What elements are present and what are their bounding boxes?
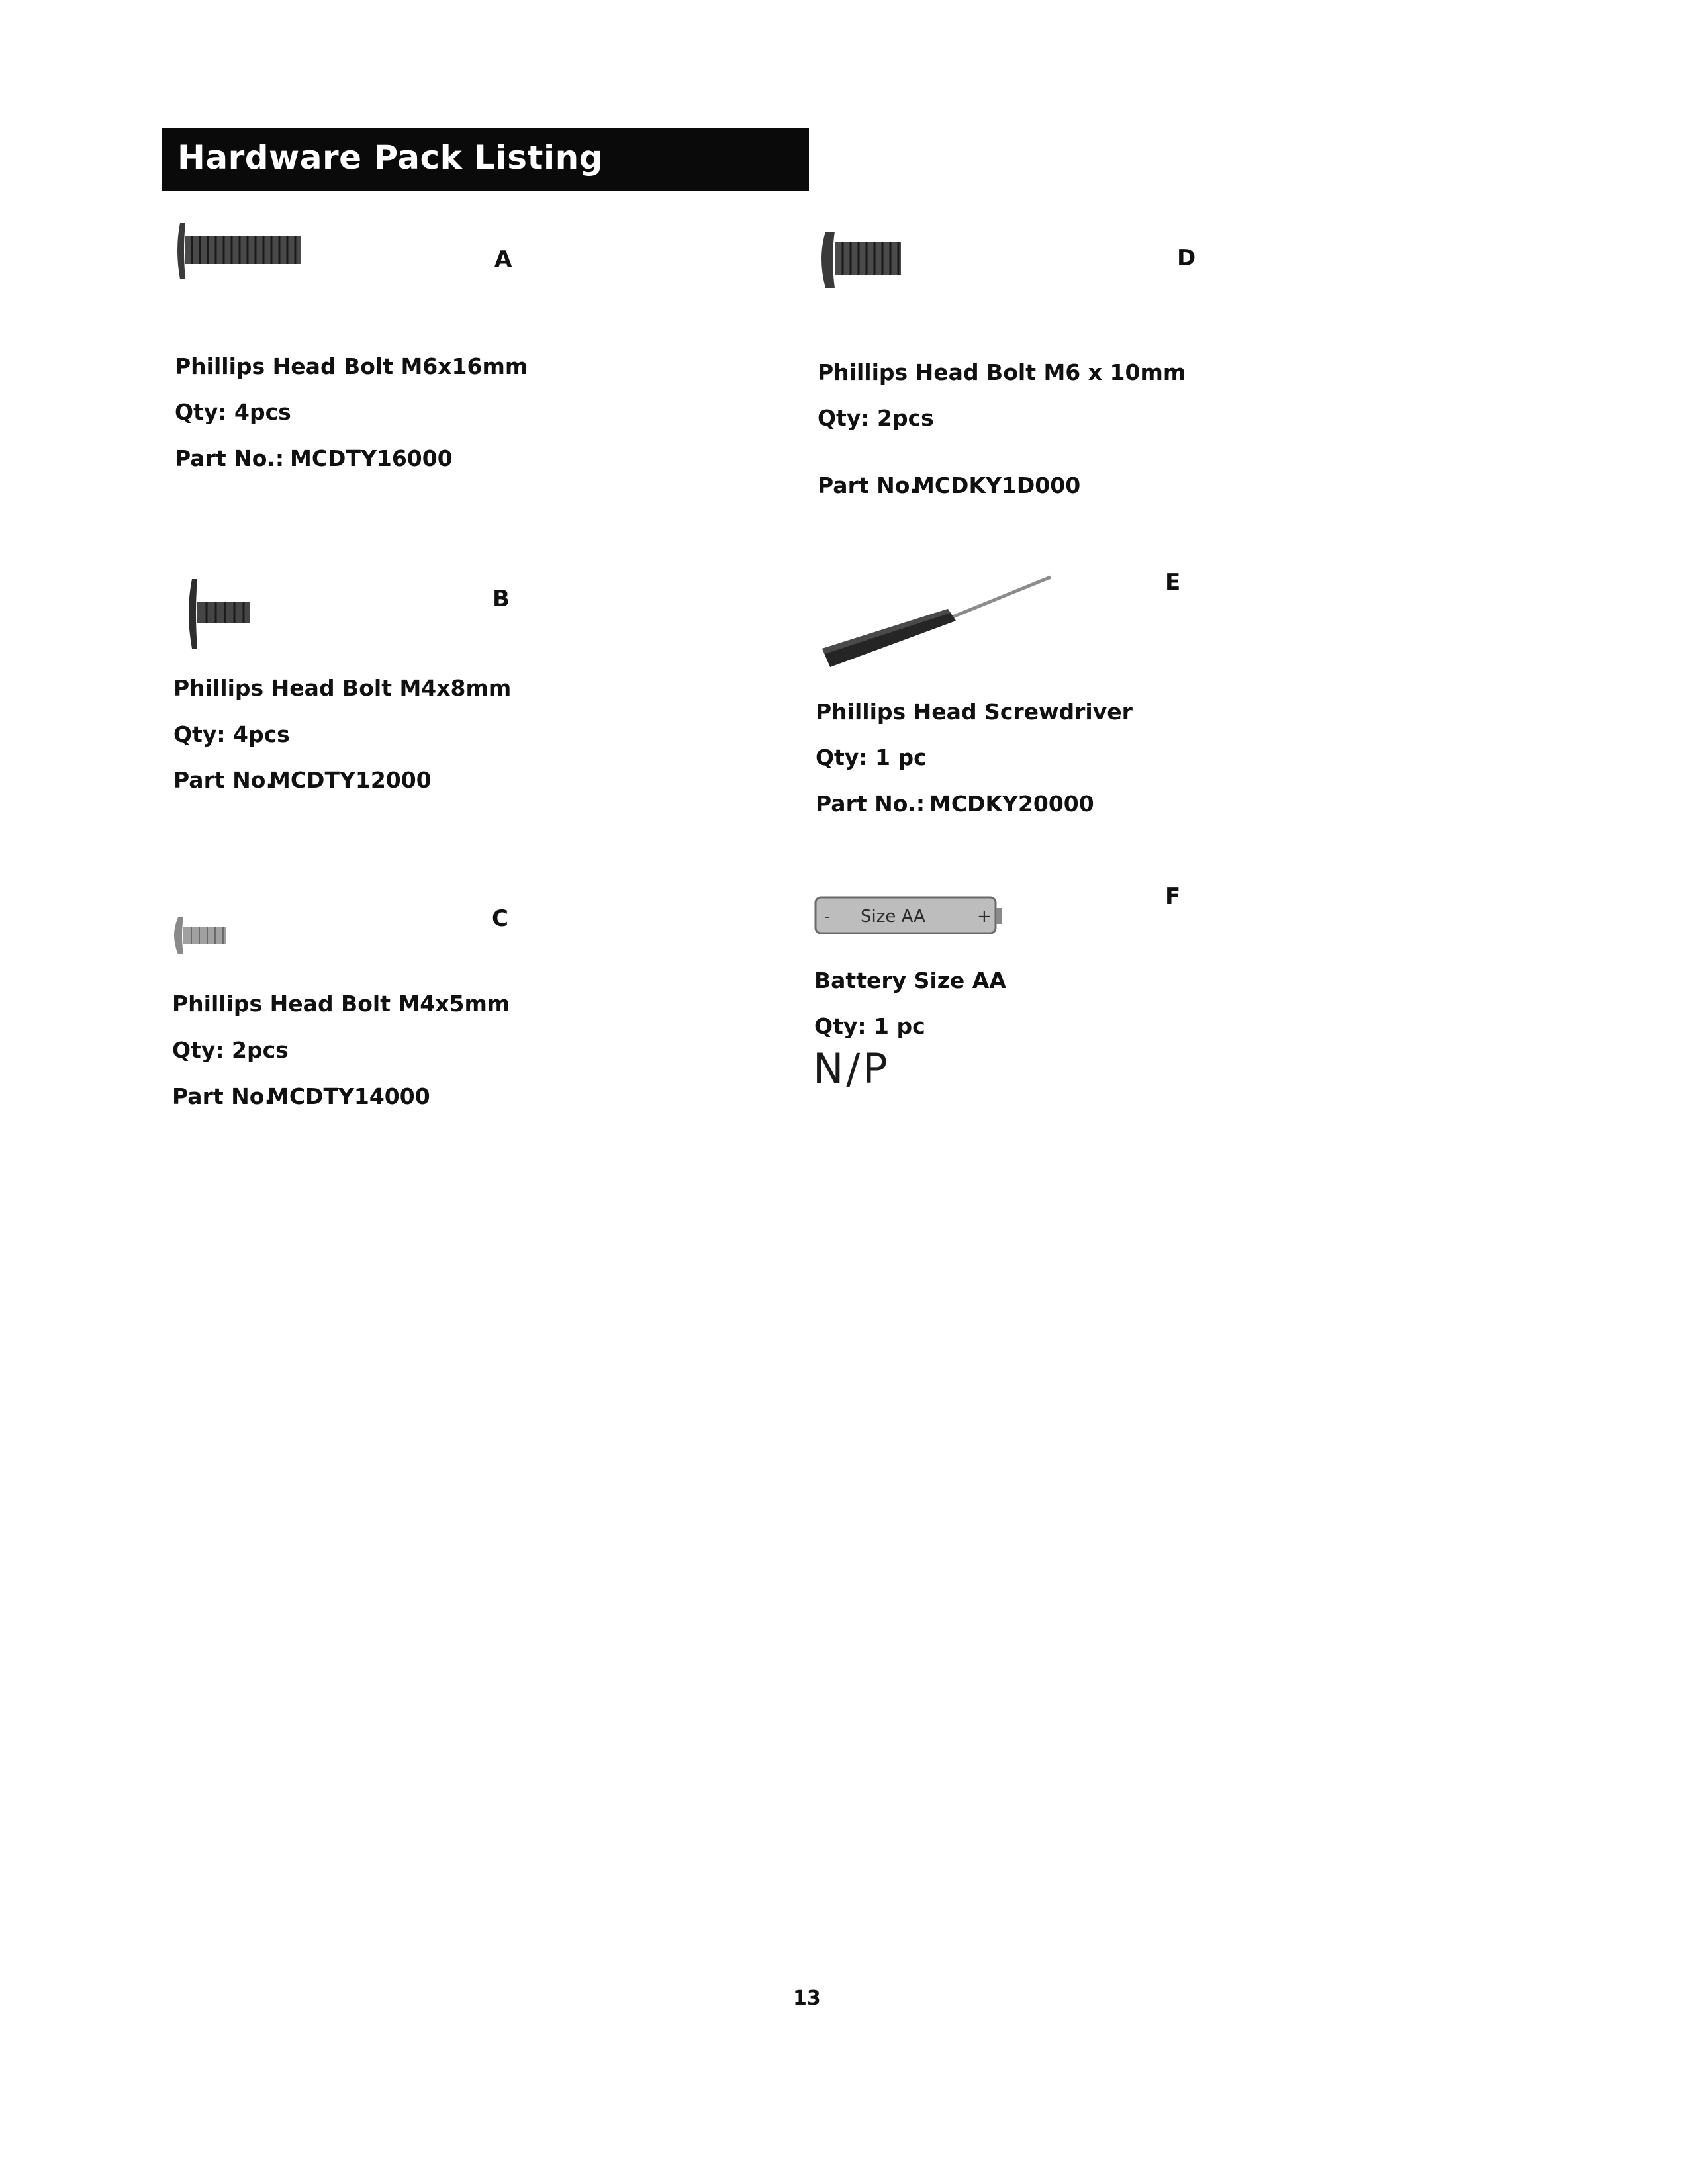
bolt-icon — [818, 218, 910, 298]
bolt-icon — [173, 213, 312, 286]
item-name: Phillips Head Bolt M6 x 10mm — [818, 359, 1186, 385]
item-part-number: MCDKY1D000 — [913, 473, 1081, 498]
item-part-label: Part No.: — [816, 791, 925, 817]
item-letter: E — [1165, 569, 1181, 596]
item-part-number: MCDKY20000 — [929, 791, 1094, 817]
item-qty: Qty: 4pcs — [175, 399, 291, 425]
bolt-icon — [173, 576, 259, 655]
item-part-label: Part No. — [818, 473, 918, 498]
item-part-label: Part No. — [173, 767, 274, 793]
handwritten-note: N/P — [813, 1044, 890, 1093]
item-part-number: MCDTY14000 — [267, 1083, 430, 1109]
item-letter: B — [492, 586, 510, 612]
item-part-number: MCDTY12000 — [269, 767, 432, 793]
battery-icon — [813, 893, 1005, 940]
item-qty: Qty: 2pcs — [818, 405, 934, 431]
battery-plus: + — [977, 907, 992, 927]
item-qty: Qty: 1 pc — [816, 745, 927, 770]
item-name: Phillips Head Bolt M4x8mm — [173, 675, 512, 701]
item-qty: Qty: 1 pc — [814, 1013, 925, 1039]
item-qty: Qty: 2pcs — [172, 1037, 289, 1063]
item-letter: C — [492, 905, 508, 932]
battery-minus: - — [825, 909, 830, 925]
page-number: 13 — [793, 1987, 821, 2010]
item-letter: D — [1177, 245, 1196, 271]
item-name: Battery Size AA — [814, 968, 1006, 993]
item-name: Phillips Head Screwdriver — [816, 699, 1133, 725]
item-qty: Qty: 4pcs — [173, 721, 290, 747]
item-letter: F — [1165, 884, 1181, 910]
item-name: Phillips Head Bolt M6x16mm — [175, 353, 528, 379]
page-title: Hardware Pack Listing — [177, 138, 603, 177]
screwdriver-icon — [816, 569, 1060, 675]
bolt-icon — [169, 912, 235, 958]
item-part-label: Part No.: — [175, 445, 285, 471]
item-part-label: Part No. — [172, 1083, 273, 1109]
battery-label: Size AA — [861, 907, 925, 927]
item-letter: A — [494, 246, 512, 273]
item-part-number: MCDTY16000 — [290, 445, 453, 471]
item-name: Phillips Head Bolt M4x5mm — [172, 991, 510, 1017]
